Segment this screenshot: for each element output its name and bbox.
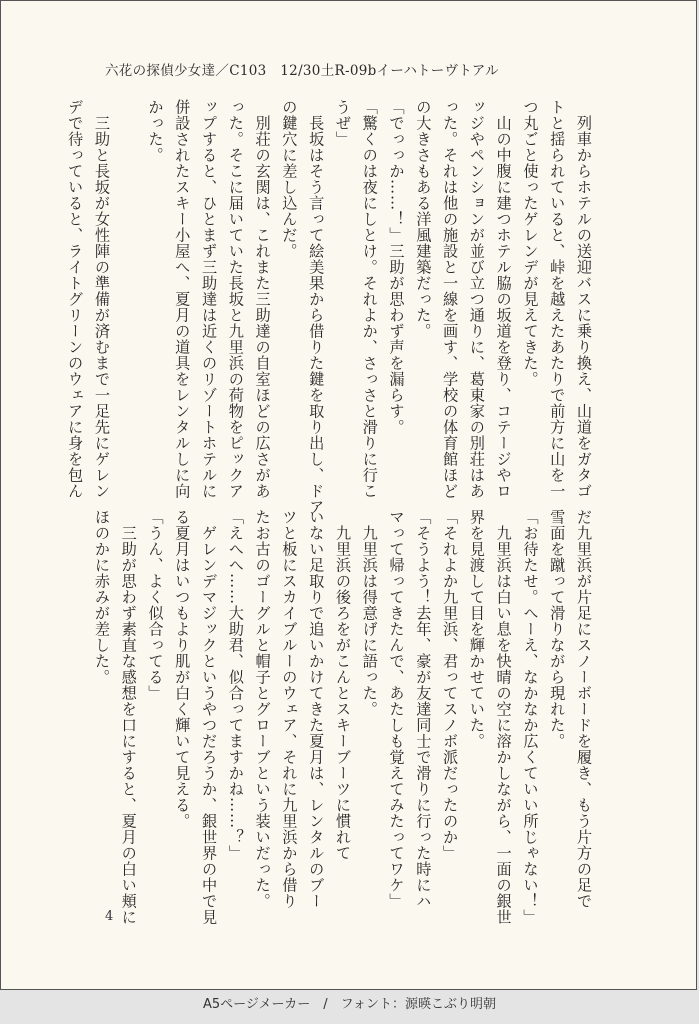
text-column: 「お待たせ。へーえ、なかなか広くていい所じゃない！」 [521, 509, 540, 925]
text-column: 別荘の玄関は、これまた三助達の自室ほどの広さがあ [253, 99, 272, 499]
text-column: 「そうよう！去年、豪が友達同士で滑りに行った時にハ [414, 509, 433, 909]
text-column: 三助と長坂が女性陣の準備が済むまで一足先にゲレン [92, 99, 111, 499]
text-column: 「驚くのは夜にしとけ。それよか、さっさと滑りに行こ [360, 99, 379, 499]
text-column: ップすると、ひとまず三助達は近くのリゾートホテルに [200, 99, 219, 499]
lower-text-block [92, 509, 593, 925]
page-number: 4 [105, 909, 114, 924]
text-column: 三助が思わず素直な感想を口にすると、夏月の白い頬に [119, 509, 138, 925]
text-column: トと揺られていると、峠を越えたあたりで前方に山を一 [548, 99, 567, 499]
upper-text-block [66, 99, 593, 515]
text-column: 山の中腹に建つホテル脇の坂道を登り、コテージやロ [494, 99, 513, 499]
text-column: かった。 [146, 99, 165, 163]
text-column: の大きさもある洋風建築だった。 [414, 99, 433, 339]
text-column: 九里浜は白い息を快晴の空に溶かしながら、一面の銀世 [494, 509, 513, 925]
text-column: 九里浜の後ろをがこんとスキーブーツに慣れて [333, 509, 352, 861]
text-column: ゲレンデマジックというやつだろうか、銀世界の中で見 [200, 509, 219, 925]
text-column: ッジやペンションが並び立つ通りに、葛東家の別荘はあ [467, 99, 486, 499]
text-column: つ丸ごと使ったゲレンデが見えてきた。 [521, 99, 540, 387]
text-column: 列車からホテルの送迎バスに乗り換え、山道をガタゴ [575, 99, 593, 499]
text-column: いない足取りで追いかけてきた夏月は、レンタルのブー [307, 509, 326, 909]
text-column: 「えへへ……大助君、似合ってますかね……？」 [226, 509, 245, 861]
text-column: 九里浜は得意げに語った。 [360, 509, 379, 717]
text-column: たお古のゴーグルと帽子とグローブという装いだった。 [253, 509, 272, 909]
text-column: った。それは他の施設と一線を画す、学校の体育館ほど [441, 99, 460, 499]
text-column: 雪面を蹴って滑りながら現れた。 [548, 509, 567, 749]
text-column: ほのかに赤みが差した。 [92, 509, 111, 685]
text-column: った。そこに届いていた長坂と九里浜の荷物をピックア [226, 99, 245, 499]
text-column: ツと板にスカイブルーのウェア、それに九里浜から借り [280, 509, 299, 909]
text-column: 併設されたスキー小屋へ、夏月の道具をレンタルしに向 [173, 99, 192, 499]
footer-credit: A5ページメーカー / フォント：源暎こぶり明朝 [203, 997, 496, 1012]
text-column: マって帰ってきたんで、あたしも覚えてみたってワケ」 [387, 509, 406, 909]
text-column: だ九里浜が片足にスノーボードを履き、もう片方の足で [575, 509, 593, 909]
text-column: 「でっっか……！」三助が思わず声を漏らす。 [387, 99, 406, 435]
text-column: の鍵穴に差し込んだ。 [280, 99, 299, 259]
text-column: 長坂はそう言って絵美果から借りた鍵を取り出し、ドア [307, 99, 326, 515]
text-column: 「うん、よく似合ってる」 [146, 509, 165, 701]
running-header: 六花の探偵少女達／C103 12/30土R-09bイーハトーヴトアル [105, 63, 499, 79]
text-column: うぜ」 [333, 99, 352, 147]
text-column: る夏月はいつもより肌が白く輝いて見える。 [173, 509, 192, 829]
text-column: デで待っていると、ライトグリーンのウェアに身を包ん [66, 99, 85, 499]
text-column: 界を見渡して目を輝かせていた。 [467, 509, 486, 749]
text-column: 「それよか九里浜、君ってスノボ派だったのか」 [441, 509, 460, 861]
